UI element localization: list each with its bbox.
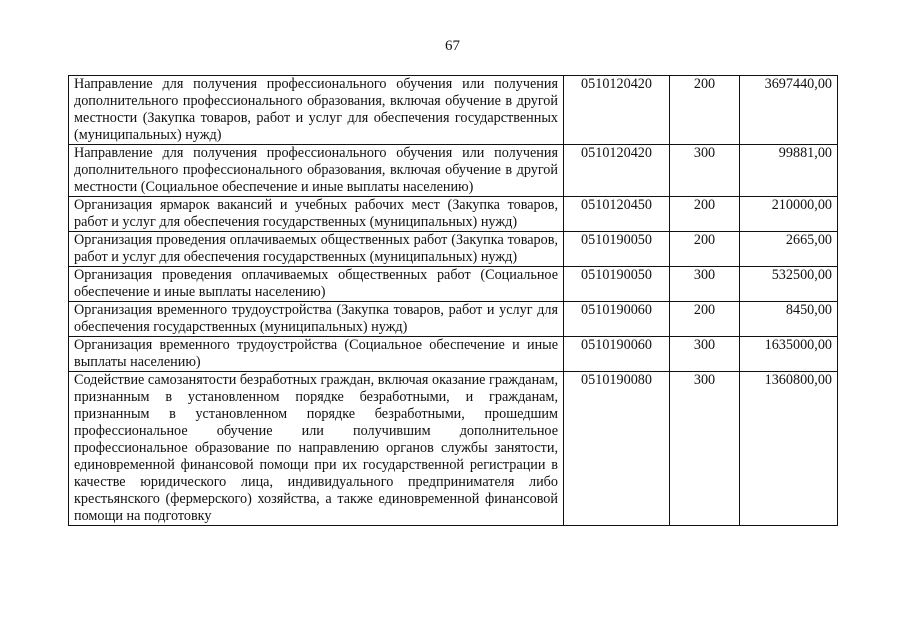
row-expense-type: 300 (670, 372, 740, 526)
row-description: Организация временного трудоустройства (Социальное обеспечение и иные выплаты населению) (69, 337, 564, 372)
row-target-code: 0510190050 (564, 267, 670, 302)
row-description: Организация проведения оплачиваемых общественных работ (Социальное обеспечение и иные выплаты населению) (69, 267, 564, 302)
row-description: Организация ярмарок вакансий и учебных рабочих мест (Закупка товаров, работ и услуг для обеспечения государственных (муниципальных) нужд) (69, 197, 564, 232)
row-amount: 532500,00 (740, 267, 838, 302)
row-amount: 3697440,00 (740, 76, 838, 145)
row-amount: 8450,00 (740, 302, 838, 337)
row-target-code: 0510120420 (564, 76, 670, 145)
row-target-code: 0510120450 (564, 197, 670, 232)
table-row (69, 337, 838, 372)
table-row (69, 302, 838, 337)
row-target-code: 0510190050 (564, 232, 670, 267)
row-target-code: 0510190060 (564, 302, 670, 337)
table-row (69, 145, 838, 197)
row-description: Направление для получения профессионального обучения или получения дополнительного профессионального образования, включая обучение в другой местности (Закупка товаров, работ и услуг для обеспечения государственных (муниципальных) нужд) (69, 76, 564, 145)
row-target-code: 0510120420 (564, 145, 670, 197)
table-row (69, 372, 838, 526)
page-number: 67 (445, 38, 460, 54)
row-description: Организация проведения оплачиваемых общественных работ (Закупка товаров, работ и услуг для обеспечения государственных (муниципальных) нужд) (69, 232, 564, 267)
row-expense-type: 200 (670, 302, 740, 337)
row-amount: 1360800,00 (740, 372, 838, 526)
budget-table (68, 75, 838, 526)
table-row (69, 76, 838, 145)
row-description: Организация временного трудоустройства (Закупка товаров, работ и услуг для обеспечения государственных (муниципальных) нужд) (69, 302, 564, 337)
row-amount: 210000,00 (740, 197, 838, 232)
row-expense-type: 200 (670, 76, 740, 145)
row-amount: 1635000,00 (740, 337, 838, 372)
row-description: Направление для получения профессионального обучения или получения дополнительного профессионального образования, включая обучение в другой местности (Социальное обеспечение и иные выплаты населению) (69, 145, 564, 197)
row-amount: 2665,00 (740, 232, 838, 267)
row-amount: 99881,00 (740, 145, 838, 197)
row-expense-type: 200 (670, 197, 740, 232)
table-row (69, 232, 838, 267)
row-expense-type: 300 (670, 267, 740, 302)
table-row (69, 267, 838, 302)
row-description: Содействие самозанятости безработных граждан, включая оказание гражданам, признанным в установленном порядке безработными, и гражданам, признанным в установленном порядке безработными, прошедшим профессиональное обучение или получившим дополнительное профессиональное образование по направлению органов службы занятости, единовременной финансовой помощи при их государственной регистрации в качестве юридического лица, индивидуального предпринимателя либо крестьянского (фермерского) хозяйства, а также единовременной финансовой помощи на подготовку (69, 372, 564, 526)
row-target-code: 0510190060 (564, 337, 670, 372)
table-row (69, 197, 838, 232)
row-target-code: 0510190080 (564, 372, 670, 526)
row-expense-type: 300 (670, 145, 740, 197)
row-expense-type: 200 (670, 232, 740, 267)
row-expense-type: 300 (670, 337, 740, 372)
